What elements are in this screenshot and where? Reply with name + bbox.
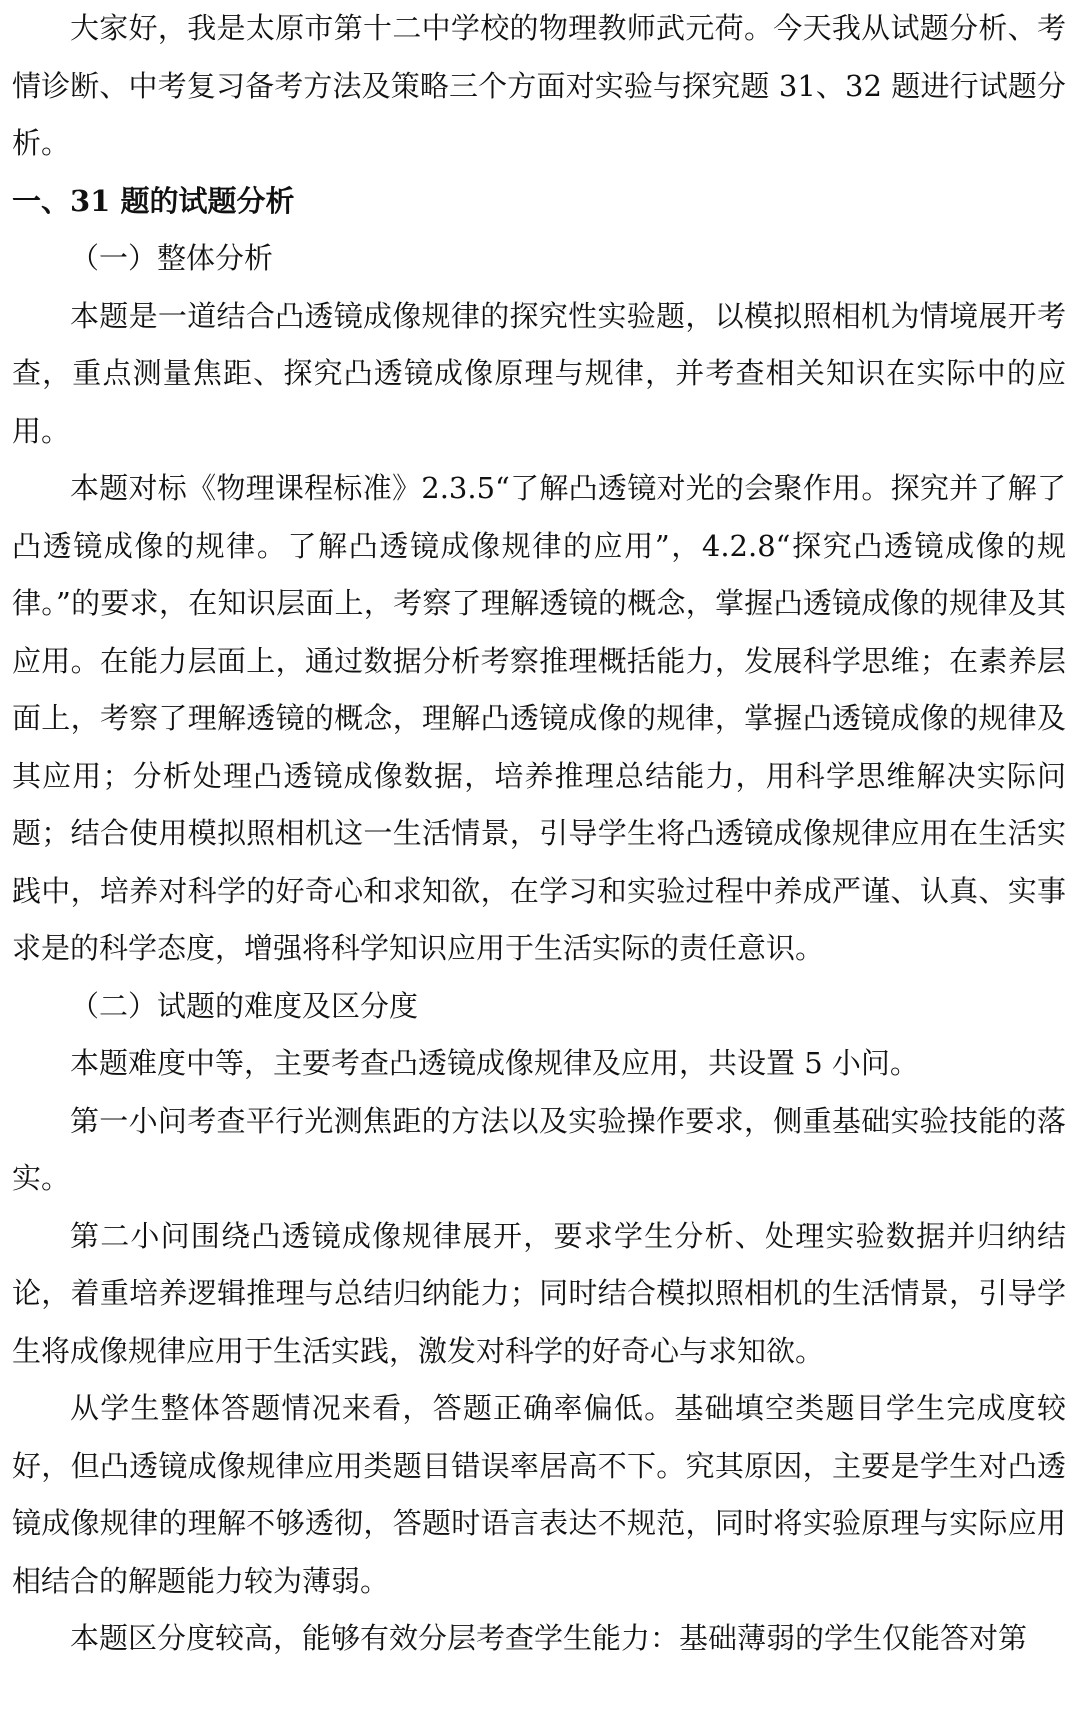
paragraph-answer-situation: 从学生整体答题情况来看，答题正确率偏低。基础填空类题目学生完成度较好，但凸透镜成像规律应用类题目错误率居高不下。究其原因，主要是学生对凸透镜成像规律的理解不够透彻，答题时语言表达不规范，同时将实验原理与实际应用相结合的解题能力较为薄弱。 <box>12 1391 1066 1598</box>
subheading-overall-analysis: （一）整体分析 <box>70 241 274 275</box>
paragraph-question-one: 第一小问考查平行光测焦距的方法以及实验操作要求，侧重基础实验技能的落实。 <box>12 1103 1066 1195</box>
paragraph-discrimination: 本题区分度较高，能够有效分层考查学生能力：基础薄弱的学生仅能答对第 <box>70 1621 1028 1655</box>
section-heading-31: 一、31 题的试题分析 <box>12 183 295 218</box>
paragraph-question-two: 第二小问围绕凸透镜成像规律展开，要求学生分析、处理实验数据并归纳结论，着重培养逻辑推理与总结归纳能力；同时结合模拟照相机的生活情景，引导学生将成像规律应用于生活实践，激发对科学的好奇心与求知欲。 <box>12 1218 1066 1368</box>
subheading-difficulty: （二）试题的难度及区分度 <box>70 988 419 1023</box>
paragraph-difficulty: 本题难度中等，主要考查凸透镜成像规律及应用，共设置 5 小问。 <box>70 1046 919 1080</box>
paragraph-overview: 本题是一道结合凸透镜成像规律的探究性实验题，以模拟照相机为情境展开考查，重点测量焦距、探究凸透镜成像原理与规律，并考查相关知识在实际中的应用。 <box>12 298 1066 448</box>
intro-paragraph: 大家好，我是太原市第十二中学校的物理教师武元荷。今天我从试题分析、考情诊断、中考复习备考方法及策略三个方面对实验与探究题 31、32 题进行试题分析。 <box>12 11 1066 160</box>
paragraph-curriculum-standard: 本题对标《物理课程标准》2.3.5“了解凸透镜对光的会聚作用。探究并了解了凸透镜成像的规律。了解凸透镜成像规律的应用”，4.2.8“探究凸透镜成像的规律。”的要求，在知识层面上，考察了理解透镜的概念，掌握凸透镜成像的规律及其应用。在能力层面上，通过数据分析考察推理概括能力，发展科学思维；在素养层面上，考察了理解透镜的概念，理解凸透镜成像的规律，掌握凸透镜成像的规律及其应用；分析处理凸透镜成像数据，培养推理总结能力，用科学思维解决实际问题；结合使用模拟照相机这一生活情景，引导学生将凸透镜成像规律应用在生活实践中，培养对科学的好奇心和求知欲，在学习和实验过程中养成严谨、认真、实事求是的科学态度，增强将科学知识应用于生活实际的责任意识。 <box>12 471 1066 965</box>
